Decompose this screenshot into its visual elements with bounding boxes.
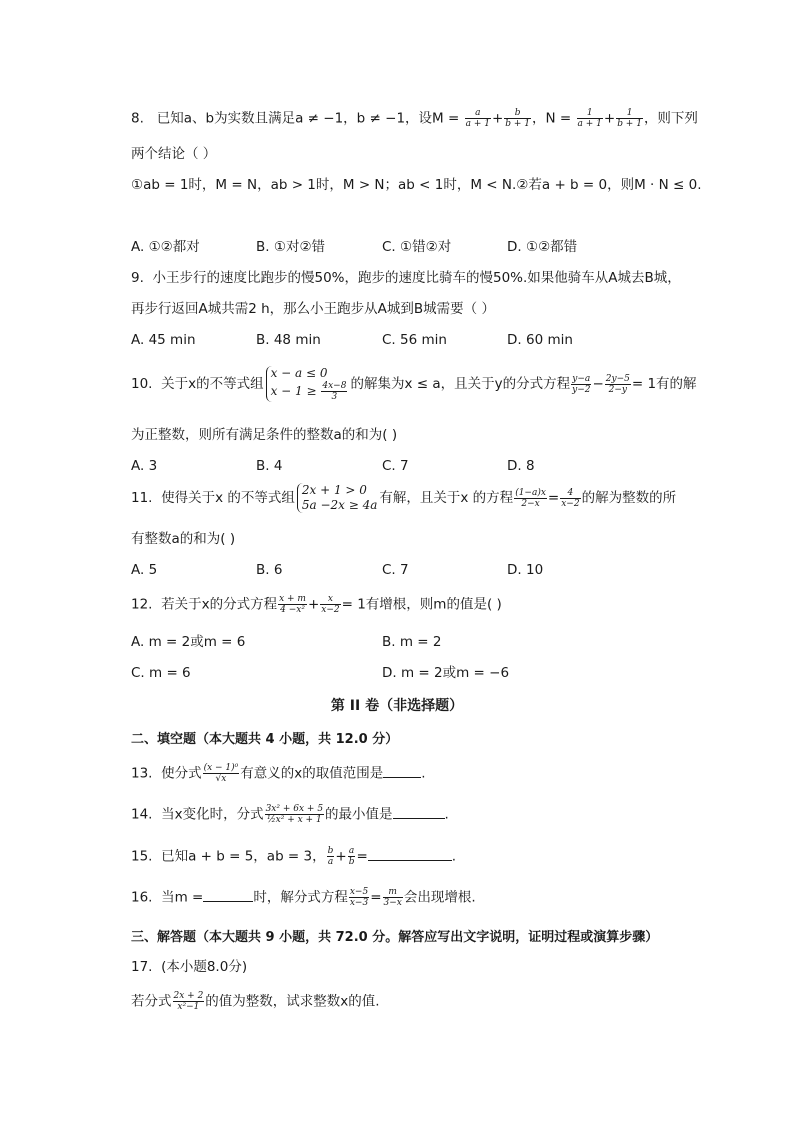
q8-text: 已知a、b为实数且满足a ≠ −1，b ≠ −1，设M = (156, 110, 460, 127)
q13-number: 13. (131, 765, 153, 782)
section-solution-heading: 三、解答题（本大题共 9 小题，共 72.0 分。解答应写出文字说明，证明过程或演算步骤） (131, 930, 659, 945)
plus-sign: + (491, 110, 504, 127)
q11-line2: 有整数a的和为( ) (131, 531, 236, 547)
q11-inequality-system: 2x + 1 > 0 5a −2x ≥ 4a (297, 483, 378, 513)
q10-inequality-system: x − a ≤ 0 x − 1 ≥ $\frac{4x-8}{3}$ (266, 366, 349, 402)
q12-frac1: $\frac{x + m}{\text{4 −x²}}$ (279, 594, 306, 615)
q8-N-frac1: $\frac{1}{a + 1}$ (577, 108, 602, 129)
q8-option-a: A. ①②都对 (131, 239, 200, 255)
q12-line1 (131, 594, 502, 615)
part2-title: 第 II 卷（非选择题） (330, 698, 464, 714)
q10-text-mid: 的解集为x ≤ a，且关于y的分式方程 (350, 376, 571, 392)
q10-line1 (131, 366, 697, 402)
period: . (444, 806, 449, 823)
plus-sign: + (603, 110, 616, 127)
q16-line (131, 887, 476, 908)
q14-number: 14. (131, 806, 153, 823)
q9-option-d: D. 60 min (507, 332, 573, 348)
q8-text-N: ，N = (532, 110, 572, 127)
q17-number: 17. (131, 959, 153, 975)
q11-number: 11. (131, 490, 153, 506)
q11-option-a: A. 5 (131, 562, 158, 578)
q11-option-c: C. 7 (382, 562, 409, 578)
q14-text-end: 的最小值是 (325, 806, 393, 823)
minus-sign: − (592, 376, 604, 392)
q15-line (131, 846, 456, 867)
q10-text: 关于x的不等式组 (161, 376, 264, 392)
q16-number: 16. (131, 889, 153, 906)
q12-number: 12. (131, 596, 153, 613)
plus-sign: + (335, 848, 347, 865)
q11-option-b: B. 6 (256, 562, 283, 578)
period: . (421, 765, 426, 782)
q8-N-frac2: $\frac{1}{b + 1}$ (617, 108, 642, 129)
period: . (451, 848, 457, 865)
q15-number: 15. (131, 848, 153, 865)
q8-M-frac2: $\frac{b}{b + 1}$ (505, 108, 531, 129)
q12-text-end: = 1有增根，则m的值是( ) (341, 596, 502, 613)
q17-text-end: 的值为整数，试求整数x的值. (205, 993, 380, 1010)
q9-option-b: B. 48 min (256, 332, 321, 348)
q9-text: 小王步行的速度比跑步的慢50%，跑步的速度比骑车的慢50%.如果他骑车从A城去B城， (152, 270, 681, 286)
equals-sign: = (370, 889, 382, 906)
q15-text: 已知a + b = 5，ab = 3， (161, 848, 326, 865)
q12-option-d: D. m = 2或m = −6 (382, 665, 510, 681)
q17-frac: $\frac{2x + 2}{\text{x²−1}}$ (173, 991, 204, 1012)
q11-frac1: $\frac{(1-a)x}{2-x}$ (515, 487, 546, 509)
q17-line (131, 991, 380, 1012)
q8-line2: 两个结论（ ） (131, 146, 217, 162)
q12-option-c: C. m = 6 (131, 665, 191, 681)
q14-text: 当x变化时，分式 (161, 806, 264, 823)
q16-frac1: $\frac{x-5}{x-3}$ (349, 887, 369, 908)
q10-option-d: D. 8 (507, 458, 535, 474)
q11-text: 使得关于x 的不等式组 (161, 490, 295, 506)
q11-text-mid: 有解，且关于x 的方程 (379, 490, 514, 506)
q13-frac: $\frac{\text{(x − 1)⁰}}{√x}$ (203, 763, 239, 784)
q10-number: 10. (131, 376, 153, 392)
q15-frac2: $\frac{a}{b}$ (348, 846, 355, 867)
q10-frac1: $\frac{y-a}{y-2}$ (572, 373, 591, 395)
q12-frac2: $\frac{x}{x-2}$ (321, 594, 340, 615)
q16-text: 当m = (161, 889, 204, 906)
q8-line1 (131, 108, 698, 129)
q8-option-d: D. ①②都错 (507, 239, 578, 255)
q8-option-c: C. ①错②对 (382, 239, 452, 255)
q8-M-frac1: $\frac{a}{a + 1}$ (465, 108, 490, 129)
q8-option-b: B. ①对②错 (256, 239, 326, 255)
q13-answer-blank[interactable] (383, 765, 421, 778)
q8-number: 8. (131, 110, 144, 127)
q9-option-a: A. 45 min (131, 332, 196, 348)
q10-option-c: C. 7 (382, 458, 409, 474)
q8-line3: ①ab = 1时，M = N，ab > 1时，M > N；ab < 1时，M < N.②若a + b = 0，则M · N ≤ 0. (131, 177, 702, 193)
q17-head (131, 958, 247, 976)
q12-option-b: B. m = 2 (382, 634, 442, 650)
equals-sign: = (356, 848, 368, 865)
q13-text: 使分式 (161, 765, 202, 782)
q11-line1 (131, 483, 676, 513)
plus-sign: + (307, 596, 320, 613)
q16-frac2: $\frac{m}{3-x}$ (383, 887, 402, 908)
q13-line (131, 763, 426, 784)
q11-text-end: 的解为整数的所 (581, 490, 677, 506)
q9-line1 (131, 269, 681, 287)
q17-text: 若分式 (131, 993, 172, 1010)
section-fill-in-heading: 二、填空题（本大题共 4 小题，共 12.0 分） (131, 732, 399, 747)
q10-option-a: A. 3 (131, 458, 158, 474)
q9-line2: 再步行返回A城共需2 h，那么小王跑步从A城到B城需要（ ） (131, 301, 495, 317)
q14-frac: $\frac{\text{3x² + 6x + 5}}{\text{½x² + x + 1}}$ (265, 804, 324, 825)
q16-text-mid: 时，解分式方程 (253, 889, 348, 906)
q11-option-d: D. 10 (507, 562, 544, 578)
q12-option-a: A. m = 2或m = 6 (131, 634, 246, 650)
q13-text-end: 有意义的x的取值范围是 (240, 765, 384, 782)
q9-option-c: C. 56 min (382, 332, 447, 348)
q10-frac2: $\frac{2y-5}{2-y}$ (605, 373, 630, 395)
q10-text-end: = 1有的解 (631, 376, 697, 392)
equals-sign: = (547, 490, 560, 506)
q10-option-b: B. 4 (256, 458, 283, 474)
q8-text-end: ，则下列 (643, 110, 698, 127)
q12-text: 若关于x的分式方程 (161, 596, 278, 613)
q11-frac2: $\frac{4}{x-2}$ (561, 487, 580, 509)
q16-text-end: 会出现增根. (403, 889, 476, 906)
q15-frac1: $\frac{b}{a}$ (327, 846, 334, 867)
q17-score: (本小题8.0分) (161, 959, 248, 975)
q15-answer-blank[interactable] (368, 848, 452, 861)
q14-answer-blank[interactable] (393, 806, 445, 819)
q9-number: 9. (131, 270, 144, 286)
q14-line (131, 804, 449, 825)
q16-answer-blank[interactable] (203, 889, 253, 902)
q10-line2: 为正整数，则所有满足条件的整数a的和为( ) (131, 427, 398, 443)
